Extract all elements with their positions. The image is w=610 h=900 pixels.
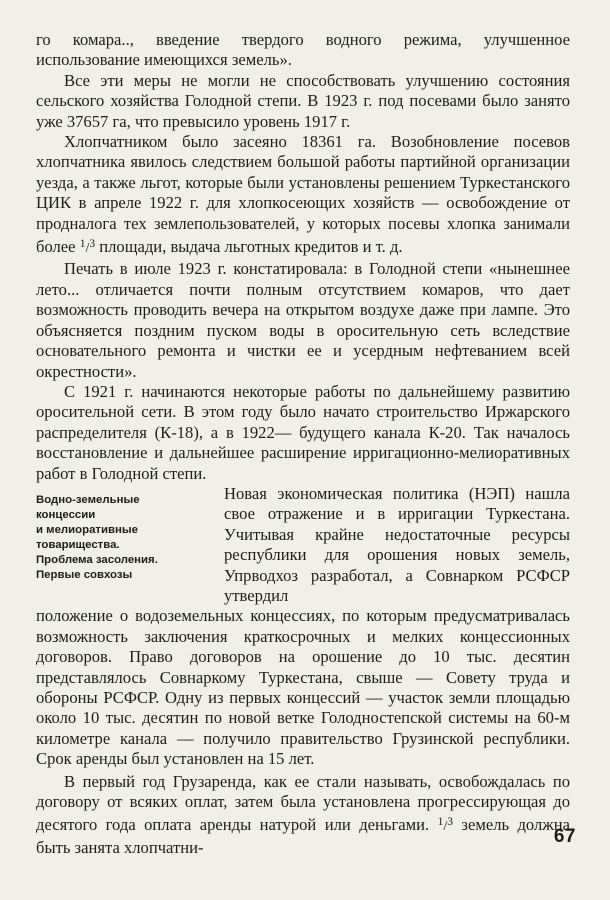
side-heading-line: Первые совхозы <box>36 568 133 581</box>
section-with-side-heading <box>36 484 570 606</box>
paragraph-irrigation-works: С 1921 г. начинаются некоторые работы по дальнейшему развитию оросительной сети. В этом году было начато строительство Иржарского распределителя (К-18), а в 1922— будущего канала К-20. Так началось восстановление и дальнейшее расширение ирригационно-мелиоративных работ в Голодной степи. <box>36 381 570 483</box>
side-heading-line: концессии <box>36 508 96 521</box>
paragraph-cotton <box>36 132 570 259</box>
paragraph-continuation: го комара.., введение твердого водного режима, улучшенное использование имеющихся земель». <box>36 30 570 70</box>
paragraph-gruzarenda-text-a: В первый год Грузаренда, как ее стали называть, освобождалась по договору от всяких оплат, затем была установлена прогрессирующая до десятого года оплата аренды натурой или деньгами. <box>36 771 570 835</box>
fraction-one-third: $^1$/$^3$ <box>437 816 453 835</box>
side-heading-line: товарищества. <box>36 538 120 551</box>
fraction-denominator: 3 <box>447 816 453 829</box>
paragraph-cotton-text-a: Хлопчатником было засеяно 18361 га. Возобновление посевов хлопчатника явилось следствием большой работы партийной организации уезда, а также льгот, которые были установлены решением Туркестанского ЦИК в апреле 1922 г. для хлопкосеющих хозяйств — освобождение от продналога тех землепользователей, у которых посевы хлопка занимали более <box>36 132 570 257</box>
paragraph-cotton-text-b: площади, выдача льготных кредитов и т. д. <box>99 237 403 257</box>
section-body-narrow <box>224 484 570 606</box>
page-number: 67 <box>553 826 576 847</box>
fraction-numerator: 1 <box>437 816 444 829</box>
paragraph-gruzarenda <box>36 772 570 859</box>
side-heading-line: Проблема засоления. <box>36 553 158 566</box>
fraction-one-third: $^1$/$^3$ <box>79 238 96 257</box>
fraction-denominator: 3 <box>89 238 96 251</box>
side-heading <box>36 484 224 583</box>
side-heading-line: Водно-земельные <box>36 493 140 506</box>
paragraph-gruzarenda-text-b: земель должна быть занята хлопчатни- <box>36 815 570 857</box>
paragraph-nep: Новая экономическая политика (НЭП) нашла свое отражение и в ирригации Туркестана. Учитывая крайне недостаточные ресурсы республики для орошения новых земель, Упрводхоз разработал, а Совнарком РСФСР утвердил <box>224 483 570 605</box>
side-heading-line: и мелиоративные <box>36 523 138 536</box>
paragraph-concessions: положение о водоземельных концессиях, по которым предусматривалась возможность заключения краткосрочных и мелких концессионных договоров. Право договоров на орошение до 10 тыс. десятин представлялось Совнаркому Туркестана, свыше — Совету труда и обороны РСФСР. Одну из первых концессий — участок земли площадью около 10 тыс. десятин по новой ветке Голодностепской системы на 60-м километре канала — получило правительство Грузинской республики. Срок аренды был установлен на 15 лет. <box>36 606 570 769</box>
fraction-numerator: 1 <box>79 238 86 251</box>
paragraph-press-quote: Печать в июле 1923 г. констатировала: в Голодной степи «нынешнее лето... отличается почти полным отсутствием комаров, что дает возможность проводить вечера на открытом воздухе даже при лампе. Это объясняется поздним пуском воды в оросительную сеть вследствие основательного ремонта и чистки ее и усердным нефтеванием всей окрестности». <box>36 259 570 381</box>
paragraph-crop-area: Все эти меры не могли не способствовать улучшению состояния сельского хозяйства Голодной степи. В 1923 г. под посевами было занято уже 37657 га, что превысило уровень 1917 г. <box>36 70 570 131</box>
